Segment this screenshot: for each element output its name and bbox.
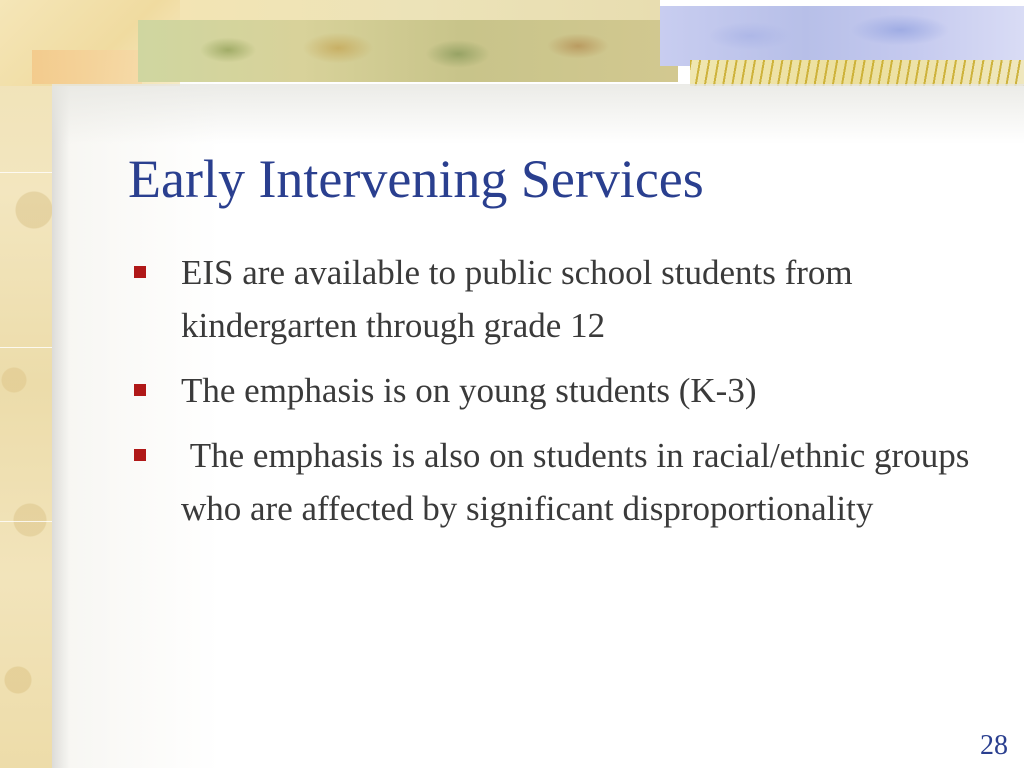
square-bullet-icon xyxy=(134,266,146,278)
bullet-item xyxy=(130,246,980,352)
square-bullet-icon xyxy=(134,384,146,396)
bullet-item xyxy=(130,364,980,417)
left-decorative-strip xyxy=(0,0,52,768)
bullet-item xyxy=(130,429,980,535)
banner-grass-panel xyxy=(690,60,1024,86)
strip-seam xyxy=(0,347,52,348)
bullet-text: The emphasis is also on students in racial/ethnic groups who are affected by significant disproportionality xyxy=(181,436,979,528)
banner-shadow xyxy=(52,84,1024,144)
bullet-text: The emphasis is on young students (K-3) xyxy=(181,371,757,410)
strip-seam xyxy=(0,521,52,522)
bullet-list xyxy=(130,246,980,547)
banner-orange-panel xyxy=(32,50,142,84)
slide-title: Early Intervening Services xyxy=(128,149,704,209)
square-bullet-icon xyxy=(134,449,146,461)
banner-leaves-panel xyxy=(138,20,678,82)
strip-seam xyxy=(0,172,52,173)
banner-blue-panel xyxy=(660,6,1024,66)
top-decorative-banner xyxy=(0,0,1024,90)
bullet-text: EIS are available to public school students from kindergarten through grade 12 xyxy=(181,253,862,345)
page-number: 28 xyxy=(980,730,1008,761)
banner-top-panel xyxy=(180,0,660,22)
